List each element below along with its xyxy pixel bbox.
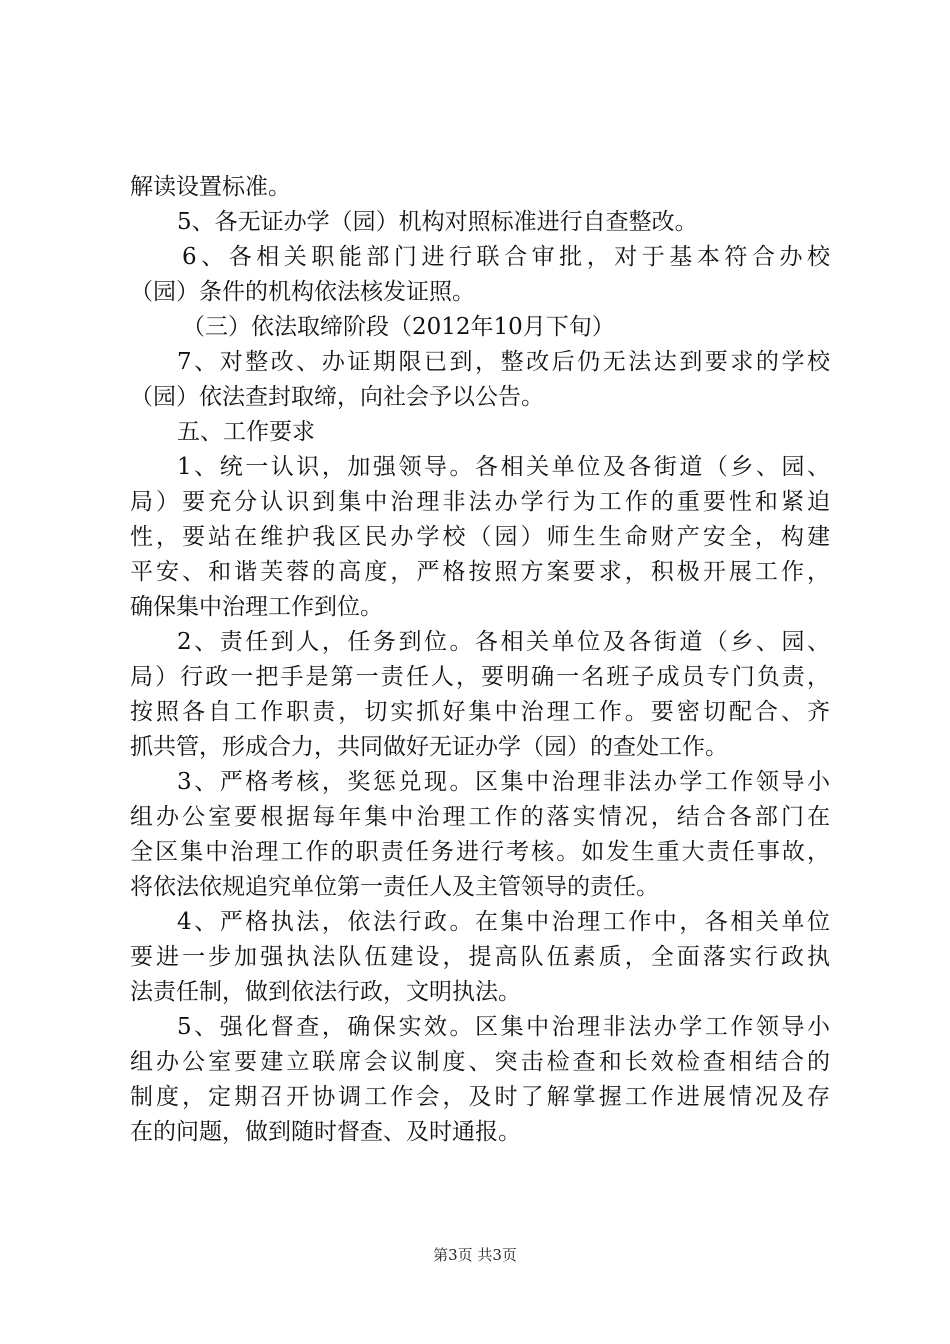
section-heading: （三）依法取缔阶段（2012年10月下旬） [182, 314, 615, 340]
paragraph-line: 要进一步加强执法队伍建设，提高队伍素质，全面落实行政执 [130, 944, 830, 970]
paragraph-line: 解读设置标准。 [130, 174, 291, 200]
paragraph-line: 局）行政一把手是第一责任人，要明确一名班子成员专门负责， [130, 664, 830, 690]
paragraph-line: 3、严格考核，奖惩兑现。区集中治理非法办学工作领导小 [177, 769, 830, 795]
paragraph-line: 组办公室要建立联席会议制度、突击检查和长效检查相结合的 [130, 1049, 830, 1075]
paragraph-line: 确保集中治理工作到位。 [130, 594, 383, 620]
paragraph-line: 5、强化督查，确保实效。区集中治理非法办学工作领导小 [177, 1014, 830, 1040]
paragraph-line: 全区集中治理工作的职责任务进行考核。如发生重大责任事故， [130, 839, 830, 865]
paragraph-line: 局）要充分认识到集中治理非法办学行为工作的重要性和紧迫 [130, 489, 830, 515]
paragraph-line: 2、责任到人，任务到位。各相关单位及各街道（乡、园、 [177, 629, 830, 655]
document-body [130, 170, 830, 1150]
section-heading: 五、工作要求 [177, 419, 315, 445]
paragraph-line: 平安、和谐芙蓉的高度，严格按照方案要求，积极开展工作， [130, 559, 830, 585]
paragraph-line: 5、各无证办学（园）机构对照标准进行自查整改。 [177, 209, 698, 235]
paragraph-line: 4、严格执法，依法行政。在集中治理工作中，各相关单位 [177, 909, 830, 935]
paragraph-line: 将依法依规追究单位第一责任人及主管领导的责任。 [130, 874, 659, 900]
paragraph-line: 7、对整改、办证期限已到，整改后仍无法达到要求的学校 [177, 349, 830, 375]
paragraph-line: 1、统一认识，加强领导。各相关单位及各街道（乡、园、 [177, 454, 830, 480]
paragraph-line: 制度，定期召开协调工作会，及时了解掌握工作进展情况及存 [130, 1084, 830, 1110]
paragraph-line: 法责任制，做到依法行政，文明执法。 [130, 979, 521, 1005]
paragraph-line: 按照各自工作职责，切实抓好集中治理工作。要密切配合、齐 [130, 699, 830, 725]
paragraph-line: （园）依法查封取缔，向社会予以公告。 [130, 384, 544, 410]
paragraph-line: 在的问题，做到随时督查、及时通报。 [130, 1119, 521, 1145]
paragraph-line: 抓共管，形成合力，共同做好无证办学（园）的查处工作。 [130, 734, 728, 760]
paragraph-line: 性，要站在维护我区民办学校（园）师生生命财产安全，构建 [130, 524, 830, 550]
paragraph-line: 6、各相关职能部门进行联合审批，对于基本符合办校 [182, 244, 830, 270]
paragraph-line: 组办公室要根据每年集中治理工作的落实情况，结合各部门在 [130, 804, 830, 830]
paragraph-line: （园）条件的机构依法核发证照。 [130, 279, 475, 305]
page-number-footer: 第3页 共3页 [433, 1246, 517, 1264]
